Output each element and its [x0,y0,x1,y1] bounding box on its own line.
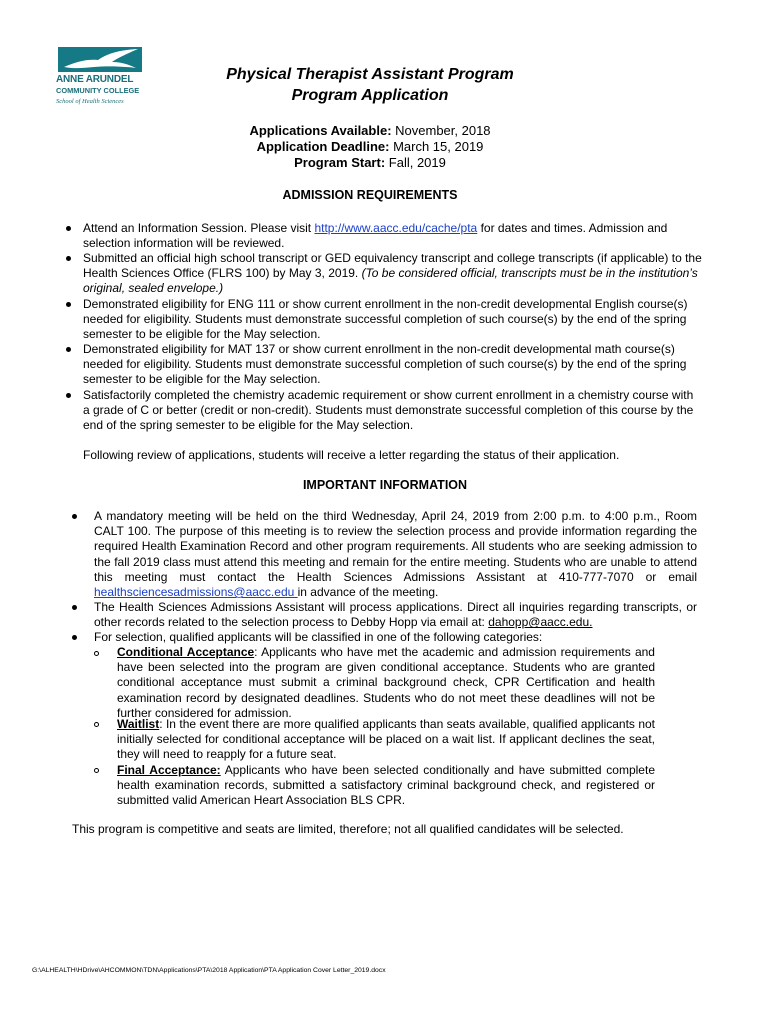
closing-statement: This program is competitive and seats are limited, therefore; not all qualified candidates will be selected. [72,822,624,836]
bullet-icon [66,302,71,307]
logo-line-3: School of Health Sciences [56,98,124,105]
info-session-link[interactable]: http://www.aacc.edu/cache/pta [314,221,478,235]
final-acceptance-item [117,763,655,809]
admission-heading: ADMISSION REQUIREMENTS [282,188,458,202]
admission-item-1-text: Attend an Information Session. Please visit [83,221,315,235]
logo-line-2: COMMUNITY COLLEGE [56,86,140,95]
bullet-icon [66,226,71,231]
sub-bullet-icon [94,722,99,727]
hopp-email[interactable]: dahopp@aacc.edu. [488,615,593,630]
start-value: Fall, 2019 [385,155,446,170]
waitlist-item [117,717,655,763]
meeting-text: A mandatory meeting will be held on the third Wednesday, April 24, 2019 from 2:00 p.m. to 4:00 p.m., Room CALT 100. The purpose of this meeting is to review the selection process and provide information regarding the required Health Examination Record and other program requirements. All students who are seeking admission to the fall 2019 class must attend this meeting and remain for the entire meeting. Students who are unable to attend this meeting must contact the Health Sciences Admissions Assistant at 410-777-7070 or email [94,509,697,584]
bullet-icon [72,605,77,610]
admission-item-2 [83,251,703,297]
admission-item-5: Satisfactorily completed the chemistry academic requirement or show current enrollment in a chemistry course with a grade of C or better (credit or non-credit). Students must demonstrate successful completion of this course by the end of the spring semester to be eligible for the May selection. [83,388,694,433]
admission-item-1 [83,221,703,251]
start-label: Program Start: [294,155,386,170]
admission-item-2-text: Submitted an official high school transcript or GED equivalency transcript and college transcripts (if applicable) to the Health Sciences Office (FLRS 100) by May 3, 2019. [83,251,702,281]
important-item-1 [94,509,697,600]
following-review-text: Following review of applications, students will receive a letter regarding the status of their application. [83,448,620,462]
conditional-acceptance-label: Conditional Acceptance [117,645,255,659]
file-path-footer: G:\ALHEALTH\HDrive\AHCOMMON\TDN\Applications\PTA\2018 Application\PTA Application Cover Letter_2019.docx [32,967,386,974]
bullet-icon [72,635,77,640]
important-item-2 [94,600,697,630]
bullet-icon [66,347,71,352]
deadline-value: March 15, 2019 [389,139,484,154]
bullet-icon [66,393,71,398]
available-value: November, 2018 [391,123,491,138]
sub-bullet-icon [94,768,99,773]
logo-line-1: ANNE ARUNDEL [56,74,134,85]
conditional-acceptance-text: : Applicants who have met the academic and admission requirements and have been selected into the program are given conditional acceptance. Students who are granted conditional acceptance must submit a criminal background check, CPR Certification and health examination record by designated deadlines. Students who do not meet these deadlines will not be further considered for admission. [117,645,655,720]
deadline-label: Application Deadline: [256,139,390,154]
applications-available [150,123,590,138]
important-item-3: For selection, qualified applicants will be classified in one of the following categories: [94,630,543,644]
admission-item-2-note: (To be considered official, transcripts must be in the institution’s original, sealed envelope.) [83,266,698,296]
admission-item-1-rest: for dates and times. Admission and selection information will be reviewed. [83,221,668,251]
admissions-email-link[interactable]: healthsciencesadmissions@aacc.edu [94,585,298,600]
program-start [150,155,590,170]
bird-icon [58,47,142,72]
bullet-icon [72,514,77,519]
conditional-acceptance-item [117,645,655,721]
meeting-text-end: in advance of the meeting. [297,585,439,600]
admission-item-4: Demonstrated eligibility for MAT 137 or show current enrollment in the non-credit developmental math course(s) needed for eligibility. Students must demonstrate successful completion of such course(s) by the end of the spring semester to be eligible for the May selection. [83,342,687,387]
available-label: Applications Available: [249,123,392,138]
sub-bullet-icon [94,651,99,656]
final-acceptance-text: Applicants who have been selected conditionally and have submitted complete health examination records, submitted a satisfactory criminal background check, and registered or submitted valid American Heart Association BLS CPR. [117,763,655,808]
application-deadline [150,139,590,154]
admission-item-3: Demonstrated eligibility for ENG 111 or show current enrollment in the non-credit developmental English course(s) needed for eligibility. Students must demonstrate successful completion of such course(s) by the end of the spring semester to be eligible for the May selection. [83,297,688,342]
final-acceptance-label: Final Acceptance: [117,763,221,777]
page-title: Physical Therapist Assistant Program [226,66,514,83]
waitlist-label: Waitlist [117,717,160,731]
page-subtitle: Program Application [291,87,449,104]
waitlist-text: : In the event there are more qualified applicants than seats available, qualified applicants not initially selected for conditional acceptance will be placed on a wait list. If applicant declines the seat, they will need to reapply for a future seat. [117,717,655,762]
important-heading: IMPORTANT INFORMATION [302,478,468,492]
inquiries-text: The Health Sciences Admissions Assistant will process applications. Direct all inquiries regarding transcripts, or other records related to the selection process to Debby Hopp via email at: [94,600,697,630]
bullet-icon [66,256,71,261]
college-logo [56,47,144,111]
